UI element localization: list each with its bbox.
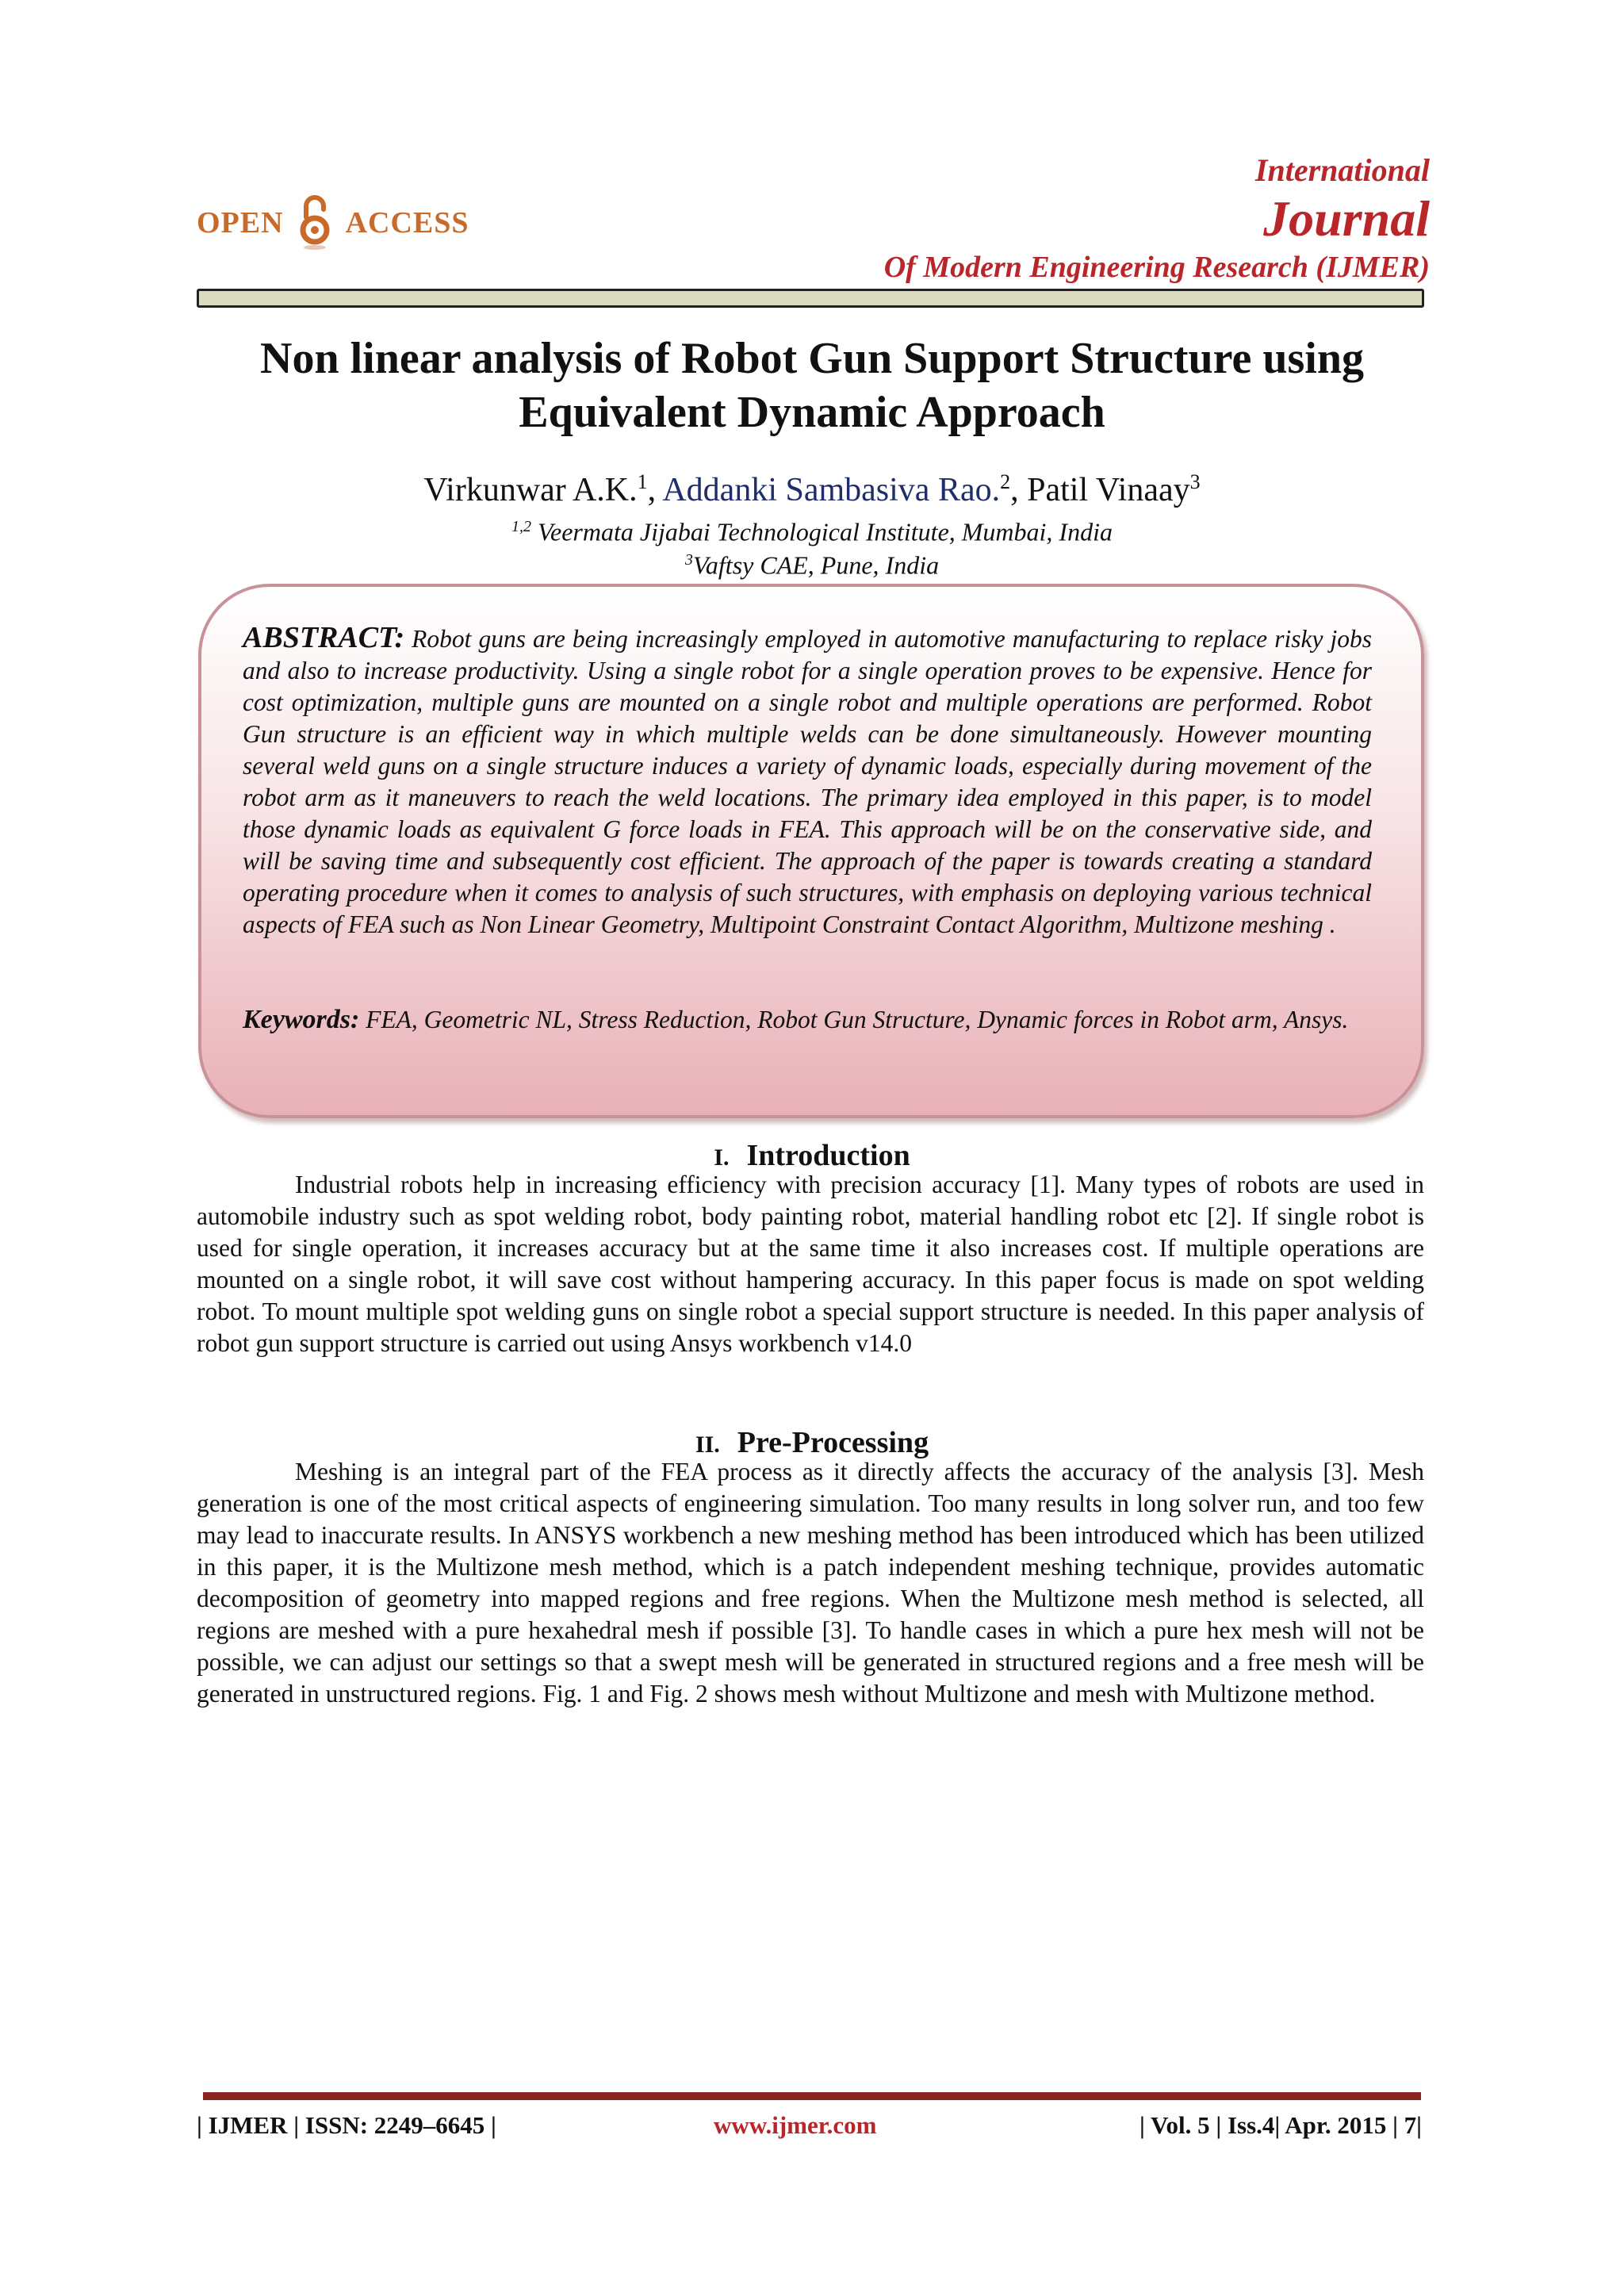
open-access-logo	[197, 195, 469, 251]
affiliation	[159, 544, 1465, 581]
author-name: Virkunwar A.K.	[423, 472, 638, 508]
abstract-label: ABSTRACT:	[243, 621, 405, 654]
section-title: Pre-Processing	[737, 1426, 929, 1459]
author-list: Virkunwar A.K.$^1$, Addanki Sambasiva Rao.$^2$, Patil Vinaay$^3$	[423, 470, 1201, 508]
open-word: OPEN	[197, 206, 284, 240]
affiliation-sup: 3	[684, 551, 693, 569]
journal-name: Journal	[1263, 190, 1430, 247]
author-sup: 1	[637, 470, 648, 493]
journal-subtitle: Of Modern Engineering Research (IJMER)	[883, 251, 1430, 284]
abstract-text: Robot guns are being increasingly employed in automotive manufacturing to replace risky jobs and also to increase productivity. Using a single robot for a single operation proves to be expensive. Hence for cost optimization, multiple guns are mounted on a single robot and multiple operations are performed. Robot Gun structure is an efficient way in which multiple welds can be done simultaneously. However mounting several weld guns on a single structure induces a variety of dynamic loads, especially during movement of the robot arm as it maneuvers to reach the weld locations. The primary idea employed in this paper, is to model those dynamic loads as equivalent G force loads in FEA. This approach will be on the conservative side, and will be saving time and subsequently cost efficient. The approach of the paper is towards creating a standard operating procedure when it comes to analysis of such structures, with emphasis on deploying various technical aspects of FEA such as Non Linear Geometry, Multipoint Constraint Contact Algorithm, Multizone meshing .	[243, 625, 1372, 938]
author-name: Addanki Sambasiva Rao.	[662, 472, 1001, 508]
keywords	[243, 1001, 1372, 1039]
keywords-label: Keywords:	[243, 1005, 360, 1034]
affiliation-text: Veermata Jijabai Technological Institute, Mumbai, India	[538, 517, 1113, 546]
footer-divider-bar	[203, 2092, 1421, 2100]
author-sup: 3	[1189, 470, 1201, 493]
journal-masthead	[884, 151, 1430, 287]
footer-website-link[interactable]: www.ijmer.com	[714, 2111, 877, 2139]
paper-title: Non linear analysis of Robot Gun Support Structure using Equivalent Dynamic Approach	[260, 334, 1364, 437]
access-word: ACCESS	[345, 206, 469, 240]
affiliation-sup: 1,2	[511, 518, 532, 535]
section-body-pre-processing: Meshing is an integral part of the FEA process as it directly affects the accuracy of the analysis [3]. Mesh generation is one of the most critical aspects of engineering simulation. Too many results in long solver run, and too few may lead to inaccurate results. In ANSYS workbench a new meshing method has been introduced which has been utilized in this paper, it is the Multizone mesh method, which is a patch independent meshing technique, provides automatic decomposition of geometry into mapped regions and free regions. When the Multizone mesh method is selected, all regions are meshed with a pure hexahedral mesh if possible [3]. To handle cases in which a pure hex mesh will not be possible, we can adjust our settings so that a swept mesh will be generated in structured regions and a free mesh will be generated in unstructured regions. Fig. 1 and Fig. 2 shows mesh without Multizone and mesh with Multizone method.	[197, 1458, 1424, 1708]
footer-volume-page: | Vol. 5 | Iss.4| Apr. 2015 | 7|	[1139, 2111, 1422, 2139]
footer-issn: | IJMER | ISSN: 2249–6645 |	[197, 2111, 496, 2139]
open-access-lock-icon	[297, 195, 333, 251]
section-body-introduction: Industrial robots help in increasing efficiency with precision accuracy [1]. Many types of robots are used in automobile industry such as spot welding robot, body painting robot, material handling robot etc [2]. If single robot is used for single operation, it increases accuracy but at the same time it also increases cost. If multiple operations are mounted on a single robot, it will save cost without hampering accuracy. In this paper focus is made on spot welding robot. To mount multiple spot welding guns on single robot a special support structure is needed. In this paper analysis of robot gun support structure is carried out using Ansys workbench v14.0	[197, 1171, 1424, 1357]
abstract	[243, 622, 1372, 941]
keywords-text: FEA, Geometric NL, Stress Reduction, Robot Gun Structure, Dynamic forces in Robot arm, Ansys.	[366, 1006, 1349, 1033]
author-sup: 2	[1000, 470, 1011, 493]
affiliation	[159, 511, 1465, 548]
journal-prefix: International	[1254, 152, 1430, 188]
section-number: I.	[714, 1144, 730, 1171]
section-title: Introduction	[746, 1139, 910, 1172]
author-name: Patil Vinaay	[1027, 472, 1190, 508]
section-number: II.	[695, 1432, 720, 1458]
header-divider-bar	[197, 289, 1424, 308]
affiliation-text: Vaftsy CAE, Pune, India	[692, 550, 940, 580]
